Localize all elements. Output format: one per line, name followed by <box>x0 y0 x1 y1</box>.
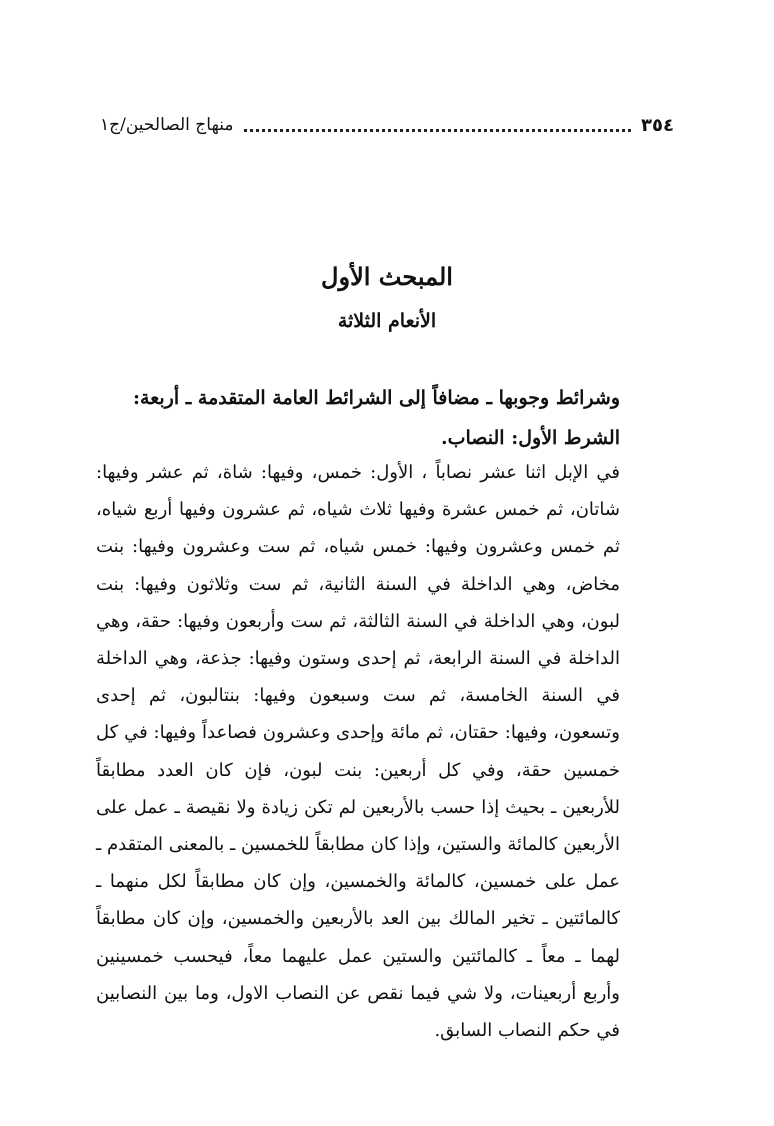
body-paragraph: في الإبل اثنا عشر نصاباً ، الأول: خمس، وفيها: شاة، ثم عشر وفيها: شاتان، ثم خمس عشرة وفيها ثلاث شياه، ثم عشرون وفيها أربع شياه، ثم خمس وعشرون وفيها: خمس شياه، ثم ست وعشرون وفيها: بنت مخاض، وهي الداخلة في السنة الثانية، ثم ست وثلاثون وفيها: بنت لبون، وهي الداخلة في السنة الثالثة، ثم ست وأربعون وفيها: حقة، وهي الداخلة في السنة الرابعة، ثم إحدى وستون وفيها: جذعة، وهي الداخلة في السنة الخامسة، ثم ست وسبعون وفيها: بنتالبون، ثم إحدى وتسعون، وفيها: حقتان، ثم مائة وإحدى وعشرون فصاعداً وفيها: في كل خمسين حقة، وفي كل أربعين: بنت لبون، فإن كان العدد مطابقاً للأربعين ـ بحيث إذا حسب بالأربعين لم تكن زيادة ولا نقيصة ـ عمل على الأربعين كالمائة والستين، وإذا كان مطابقاً للخمسين ـ بالمعنى المتقدم ـ عمل على خمسين، كالمائة والخمسين، وإن كان مطابقاً لكل منهما ـ كالمائتين ـ تخير المالك بين العد بالأربعين والخمسين، وإن كان مطابقاً لهما ـ معاً ـ كالمائتين والستين عمل عليهما معاً، فيحسب خمسينين وأربع أربعينات، ولا شي فيما نقص عن النصاب الاول، وما بين النصابين في حكم النصاب السابق. <box>96 462 620 1042</box>
section-title: المبحث الأول <box>321 262 453 291</box>
section-subtitle: الأنعام الثلاثة <box>337 310 437 332</box>
intro-paragraph: وشرائط وجوبها ـ مضافاً إلى الشرائط العامة المتقدمة ـ أربعة: <box>133 387 620 409</box>
header-dotted-leader <box>244 127 632 132</box>
page-number: ٣٥٤ <box>641 114 674 136</box>
condition-heading: الشرط الأول: النصاب. <box>441 427 620 449</box>
running-header <box>100 108 674 142</box>
book-title: منهاج الصالحين/ج١ <box>100 115 234 135</box>
